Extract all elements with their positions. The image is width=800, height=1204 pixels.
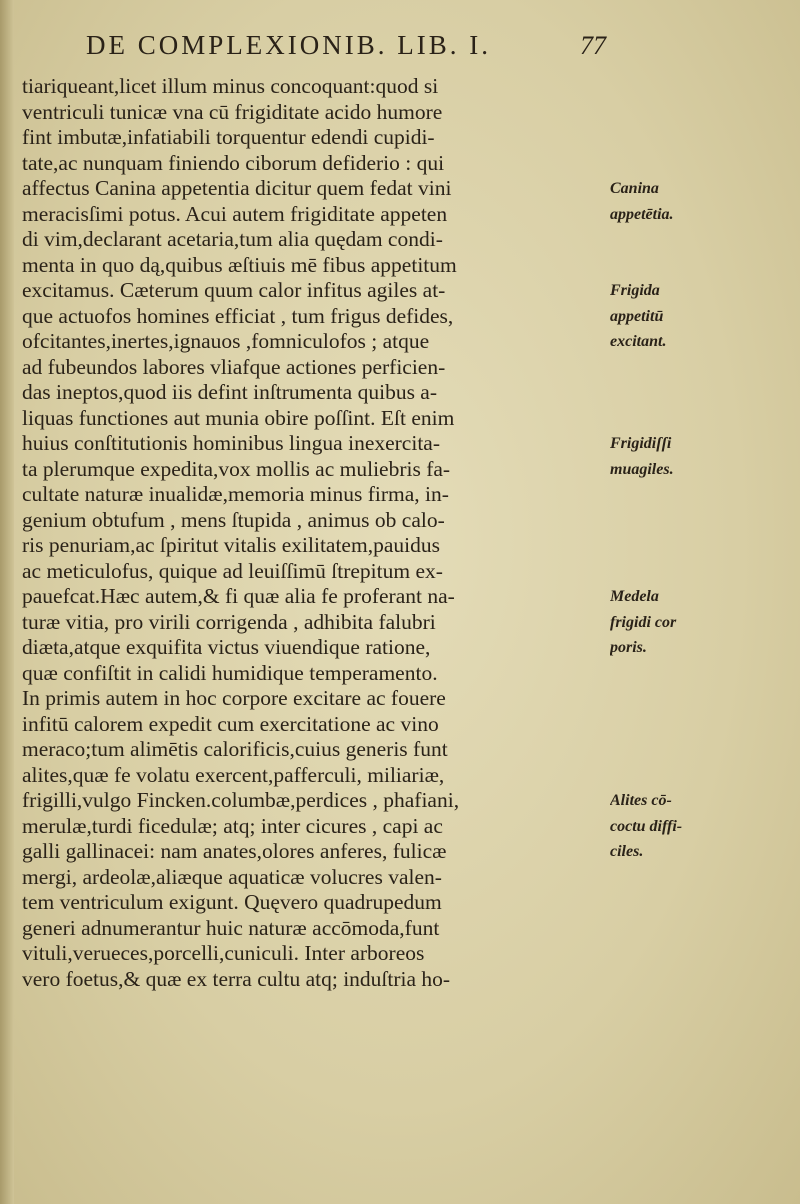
margin-note: Medela: [610, 588, 659, 605]
margin-note: coctu diffi-: [610, 817, 683, 835]
text-line: das ineptos,quod iis defint inſtrumenta quibus a-: [22, 380, 438, 404]
text-line: ad fubeundos labores vliafque actiones perficien-: [22, 354, 446, 379]
margin-spacer: [610, 890, 800, 916]
margin-spacer: [610, 712, 800, 738]
text-line: affectus Canina appetentia dicitur quem fedat vini: [22, 176, 452, 200]
margin-spacer: [610, 100, 800, 126]
margin-note: appetitū: [610, 307, 664, 325]
text-line: di vim,declarant acetaria,tum alia quędam condi-: [22, 227, 443, 251]
text-line: In primis autem in hoc corpore excitare ac fouere: [22, 686, 446, 710]
margin-spacer: [610, 533, 800, 559]
margin-spacer: [610, 661, 800, 687]
text-line: excitamus. Cæterum quum calor infitus agiles at-: [22, 278, 446, 302]
margin-spacer: [610, 967, 800, 993]
text-line: frigilli,vulgo Fincken.columbæ,perdices , phafiani,: [22, 788, 460, 812]
margin-note: excitant.: [610, 333, 667, 350]
margin-note: ciles.: [610, 843, 644, 860]
margin-spacer: [610, 482, 800, 508]
text-line: tiariqueant,licet illum minus concoquant:quod si: [22, 74, 439, 98]
margin-spacer: [610, 559, 800, 585]
text-line: cultate naturæ inualidæ,memoria minus firma, in-: [22, 482, 449, 506]
margin-notes: [610, 74, 800, 992]
text-line: diæta,atque exquifita victus viuendique ratione,: [22, 635, 431, 659]
binding-gutter: [0, 0, 14, 1204]
text-line: merulæ,turdi ficedulæ; atq; inter cicures , capi ac: [22, 813, 443, 838]
margin-note: appetētia.: [610, 205, 674, 223]
text-line: vituli,verueces,porcelli,cuniculi. Inter arboreos: [22, 941, 425, 965]
text-line: generi adnumerantur huic naturæ accōmoda,funt: [22, 915, 440, 940]
margin-spacer: [610, 508, 800, 534]
margin-spacer: [610, 74, 800, 100]
text-line: liquas functiones aut munia obire poſſint. Eſt enim: [22, 405, 455, 430]
text-line: ac meticulofus, quique ad leuiſſimū ſtrepitum ex-: [22, 558, 443, 583]
margin-spacer: [610, 406, 800, 432]
body-text: [22, 74, 622, 992]
text-line: meracisſimi potus. Acui autem frigiditate appeten: [22, 201, 448, 226]
text-line: quæ confiſtit in calidi humidique temperamento.: [22, 660, 438, 685]
margin-spacer: [610, 125, 800, 151]
margin-spacer: [610, 355, 800, 381]
text-line: genium obtufum , mens ſtupida , animus ob calo-: [22, 507, 445, 532]
margin-note: frigidi cor: [610, 613, 677, 631]
margin-spacer: [610, 865, 800, 891]
text-line: infitū calorem expedit cum exercitatione ac vino: [22, 711, 439, 736]
margin-spacer: [610, 151, 800, 177]
text-line: menta in quo dą,quibus æſtiuis mē fibus appetitum: [22, 252, 457, 277]
margin-spacer: [610, 916, 800, 942]
text-line: fint imbutæ,infatiabili torquentur edendi cupidi-: [22, 125, 435, 149]
text-line: huius conſtitutionis hominibus lingua inexercita-: [22, 431, 441, 455]
text-line: ris penuriam,ac ſpiritut vitalis exilitatem,pauidus: [22, 533, 440, 557]
running-head: DE COMPLEXIONIB. LIB. I.: [86, 30, 491, 60]
margin-spacer: [610, 941, 800, 967]
margin-note: Frigidiſſi: [610, 435, 672, 452]
text-line: alites,quæ fe volatu exercent,pafferculi, miliariæ,: [22, 762, 445, 787]
text-line: tem ventriculum exigunt. Quęvero quadrupedum: [22, 890, 442, 914]
text-line: vero foetus,& quæ ex terra cultu atq; induſtria ho-: [22, 966, 451, 991]
text-line: ofcitantes,inertes,ignauos ,fomniculofos ; atque: [22, 329, 430, 353]
text-line: que actuofos homines efficiat , tum frigus defides,: [22, 303, 454, 328]
text-line: meraco;tum alimētis calorificis,cuius generis funt: [22, 737, 448, 761]
text-line: ta plerumque expedita,vox mollis ac muliebris fa-: [22, 456, 451, 481]
margin-spacer: [610, 380, 800, 406]
text-line: turæ vitia, pro virili corrigenda , adhibita falubri: [22, 609, 436, 634]
page-number: 77: [580, 31, 606, 60]
margin-note: muagiles.: [610, 460, 674, 478]
text-line: galli gallinacei: nam anates,olores anferes, fulicæ: [22, 839, 447, 863]
page-header: [86, 30, 606, 61]
text-line: mergi, ardeolæ,aliæque aquaticæ volucres valen-: [22, 864, 442, 889]
text-line: pauefcat.Hæc autem,& fi quæ alia fe proferant na-: [22, 584, 455, 608]
margin-spacer: [610, 763, 800, 789]
text-line: tate,ac nunquam finiendo ciborum defiderio : qui: [22, 150, 445, 175]
margin-note: Canina: [610, 180, 659, 197]
margin-spacer: [610, 253, 800, 279]
margin-spacer: [610, 227, 800, 253]
margin-note: poris.: [610, 639, 647, 656]
margin-spacer: [610, 737, 800, 763]
margin-spacer: [610, 686, 800, 712]
text-line: ventriculi tunicæ vna cū frigiditate acido humore: [22, 99, 443, 124]
margin-note: Frigida: [610, 282, 660, 299]
margin-note: Alites cō-: [610, 792, 672, 809]
